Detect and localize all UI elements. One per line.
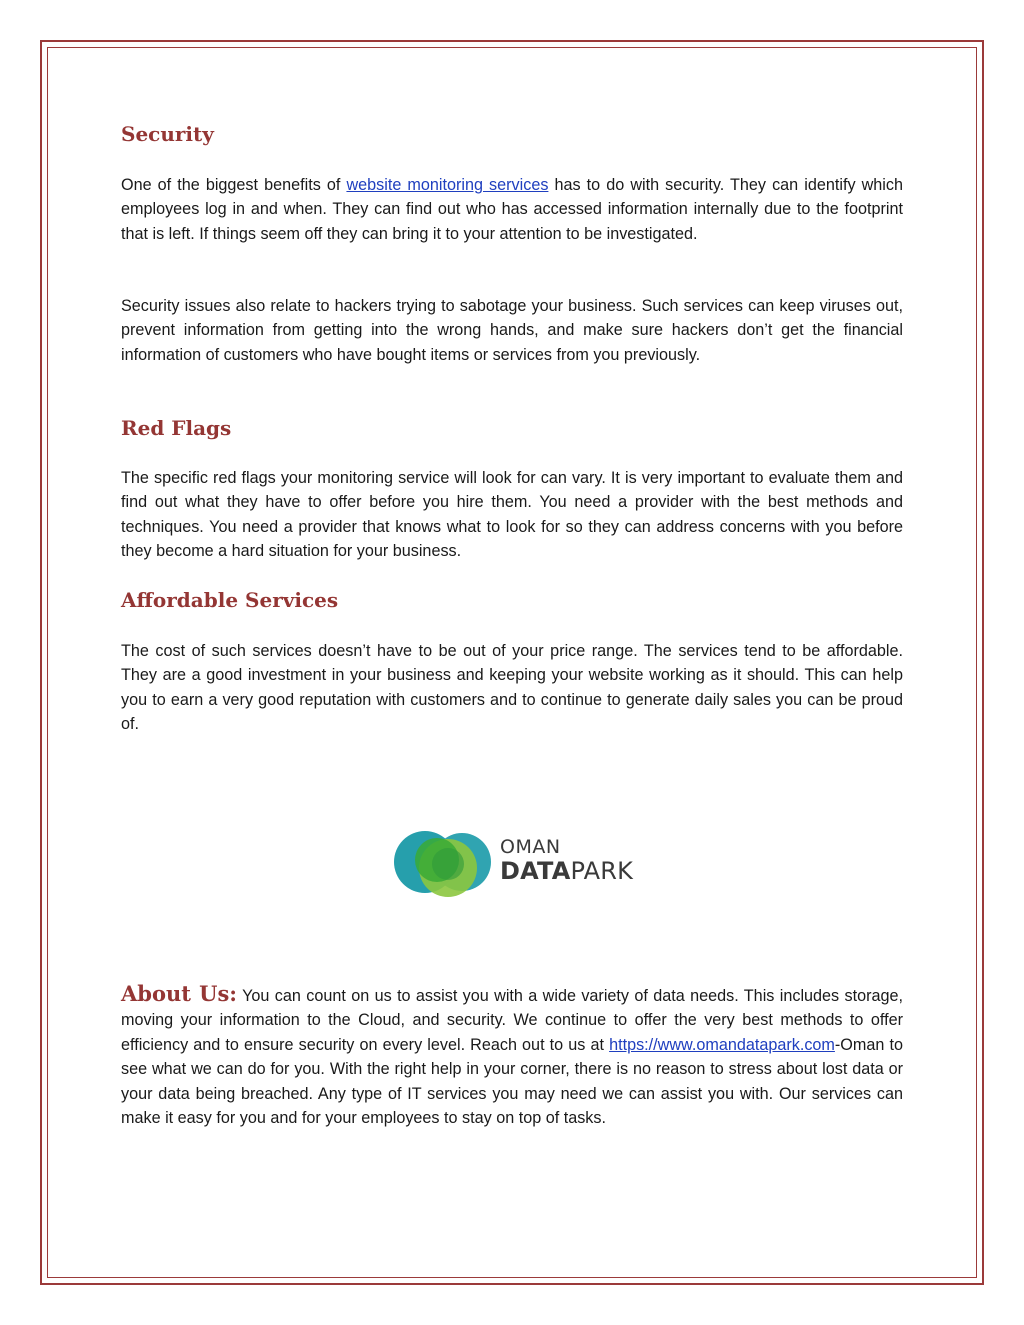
paragraph-text: One of the biggest benefits of — [121, 176, 347, 194]
paragraph-text: has to do with security. They can identify which employees log in and when. They can find out who has accessed information internally due to the footprint that is left. If things seem off they can bring it to your attention to be investigated. — [121, 176, 904, 243]
oman-datapark-logo — [392, 826, 642, 898]
logo-line-2-rest: PARK — [570, 857, 634, 885]
paragraph-text: You can count on us to assist you with a wide variety of data needs. This includes storage, moving your information to the Cloud, and security. We continue to offer the very best methods to offer efficiency and to ensure security on every level. Reach out to us at — [121, 987, 903, 1054]
heading-security: Security — [121, 122, 214, 146]
logo-line-1: OMAN — [500, 836, 561, 858]
logo-wordmark — [500, 838, 633, 883]
website-monitoring-services-link[interactable]: website monitoring services — [346, 176, 549, 194]
logo-circles-icon — [392, 826, 502, 898]
heading-affordable-services: Affordable Services — [121, 588, 339, 612]
paragraph-text: -Oman to see what we can do for you. With the right help in your corner, there is no reason to stress about lost data or your data being breached. Any type of IT services you may need we can assist you with. Our services can make it easy for you and for your employees to stay on top of tasks. — [121, 1035, 903, 1128]
heading-about-us: About Us: — [121, 981, 238, 1006]
heading-red-flags: Red Flags — [121, 416, 232, 440]
paragraph-affordable-services: The cost of such services doesn’t have to be out of your price range. The services tend to be affordable. They are a good investment in your business and keeping your website working as it should. This can help you to earn a very good reputation with customers and to continue to generate daily sales you can be proud of. — [121, 642, 903, 734]
paragraph-red-flags: The specific red flags your monitoring service will look for can vary. It is very important to evaluate them and find out what they have to offer before you hire them. You need a provider with the best methods and techniques. You need a provider that knows what to look for so they can address concerns with you before they become a hard situation for your business. — [121, 469, 903, 561]
omandatapark-link[interactable]: https://www.omandatapark.com — [609, 1035, 835, 1054]
paragraph-security-1 — [121, 173, 903, 246]
logo-line-2 — [500, 859, 633, 883]
paragraph-about-us — [121, 982, 903, 1130]
paragraph-security-2: Security issues also relate to hackers trying to sabotage your business. Such services can keep viruses out, prevent information from getting into the wrong hands, and make sure hackers don’t get the financial information of customers who have bought items or services from you previously. — [121, 297, 903, 364]
logo-line-2-bold: DATA — [500, 857, 571, 885]
